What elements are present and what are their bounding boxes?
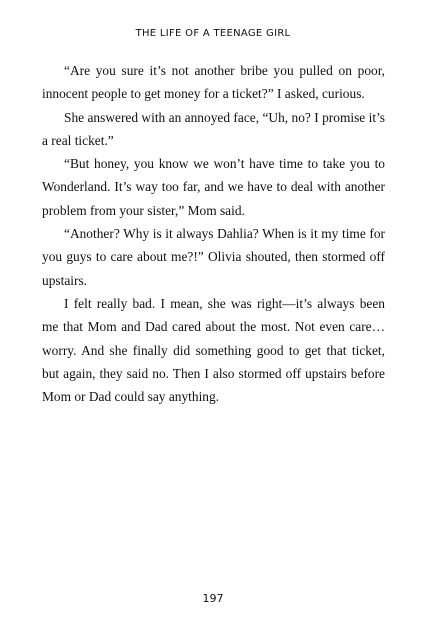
paragraph: “Are you sure it’s not another bribe you pulled on poor, innocent people to get money for a ticket?” I asked, curious. bbox=[42, 63, 385, 102]
page-number: 197 bbox=[202, 592, 224, 605]
running-header: THE LIFE OF A TEENAGE GIRL bbox=[135, 28, 291, 39]
body-text bbox=[42, 59, 385, 408]
paragraph: “Another? Why is it always Dahlia? When is it my time for you guys to care about me?!” Olivia shouted, then stormed off upstairs. bbox=[42, 226, 385, 288]
paragraph: “But honey, you know we won’t have time to take you to Wonderland. It’s way too far, and we have to deal with another problem from your sister,” Mom said. bbox=[42, 156, 385, 218]
paragraph: She answered with an annoyed face, “Uh, no? I promise it’s a real ticket.” bbox=[42, 109, 385, 148]
paragraph: I felt really bad. I mean, she was right—it’s always been me that Mom and Dad cared about the most. Not even care… worry. And she finally did something good to get that ticket, but again, they said no. Then I also stormed off upstairs before Mom or Dad could say anything. bbox=[42, 295, 385, 405]
